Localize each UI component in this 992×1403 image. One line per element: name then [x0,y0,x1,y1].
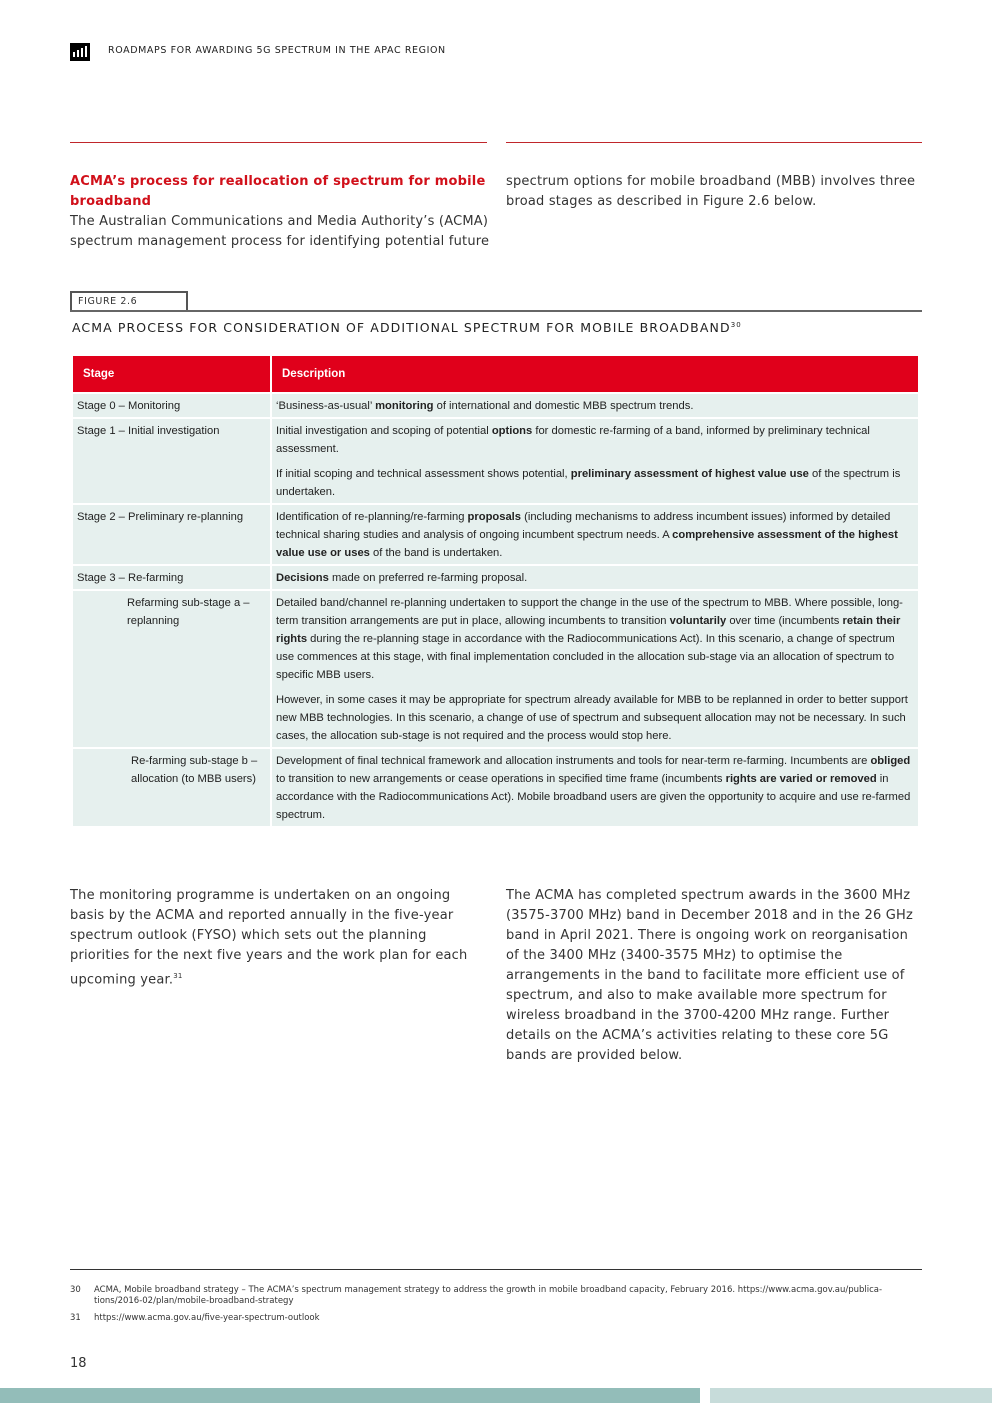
column-header-description: Description [272,356,918,392]
description-cell [272,591,918,747]
intro-left-column [70,172,490,252]
intro-paragraph-continued: spectrum options for mobile broadband (MBB) involves three broad stages as described in Figure 2.6 below. [506,174,916,209]
body-paragraph: The ACMA has completed spectrum awards in the 3600 MHz (3575-3700 MHz) band in December 2018 and in the 26 GHz band in April 2021. There is ongoing work on reorganisation of the 3400 MHz (3400-3575 MHz) to optimise the arrangements in the band to facilitate more efficient use of spectrum, and also to make available more spectrum for wireless broadband in the 3700-4200 MHz range. Further details on the ACMA’s activities relating to these core 5G bands are provided below. [506,888,914,1063]
table-row [73,394,918,417]
stage-cell: Re-farming sub-stage b – allocation (to MBB users) [73,749,270,826]
stage-cell: Refarming sub-stage a – replanning [73,591,270,747]
figure-rule [70,310,922,312]
description-cell [272,749,918,826]
footnote-text: https://www.acma.gov.au/five-year-spectrum-outlook [94,1313,320,1323]
acma-process-table [71,354,920,828]
footnote-text: ACMA, Mobile broadband strategy – The ACMA’s spectrum management strategy to address the growth in mobile broadband capacity, February 2016. https://www.acma.gov.au/publica-tions/2016-02/plan/mobile-broadband-strategy [94,1285,883,1306]
description-paragraph: Identification of re-planning/re-farming proposals (including mechanisms to address incumbent issues) informed by detailed technical sharing studies and analysis of ongoing incumbent spectrum needs. A comprehensive assessment of the highest value use or uses of the band is undertaken. [276,511,898,559]
figure-label: FIGURE 2.6 [70,291,188,311]
section-heading: ACMA’s process for reallocation of spectrum for mobile broadband [70,174,486,209]
intro-paragraph: The Australian Communications and Media Authority’s (ACMA) spectrum management process for identifying potential future [70,214,490,249]
table-row [73,566,918,589]
description-paragraph: Decisions made on preferred re-farming proposal. [276,572,528,584]
table-row [73,505,918,564]
page-number: 18 [70,1356,87,1371]
description-cell [272,505,918,564]
body-left-column [70,886,488,990]
body-paragraph: The monitoring programme is undertaken on an ongoing basis by the ACMA and reported annually in the five-year spectrum outlook (FYSO) which sets out the planning priorities for the next five years and the work plan for each upcoming year. [70,888,468,988]
page-header [70,42,446,62]
footer-bar-secondary [710,1388,992,1403]
description-cell [272,394,918,417]
body-right-column [506,886,924,1066]
footnote-number: 31 [70,1313,81,1323]
description-paragraph: Initial investigation and scoping of potential options for domestic re-farming of a band, informed by preliminary technical assessment. [276,425,870,455]
intro-right-column [506,172,926,212]
figure-title: ACMA PROCESS FOR CONSIDERATION OF ADDITIONAL SPECTRUM FOR MOBILE BROADBAND$^{30}$ [72,320,742,335]
stage-cell: Stage 0 – Monitoring [73,394,270,417]
stage-cell: Stage 1 – Initial investigation [73,419,270,503]
footnote-ref: 30 [730,320,742,329]
footer-bar [0,1388,700,1403]
description-paragraph: Detailed band/channel re-planning undertaken to support the change in the use of the spectrum to MBB. Where possible, long-term transition arrangements are put in place, allowing incumbents to transition voluntarily over time (incumbents retain their rights during the re-planning stage in accordance with the Radiocommunications Act). In this scenario, a change of spectrum use commences at this stage, with final implementation concluded in the allocation sub-stage via an allocation of spectrum to specific MBB users. [276,597,903,681]
footnote-ref: 31 [173,972,183,980]
stage-cell: Stage 2 – Preliminary re-planning [73,505,270,564]
description-paragraph: If initial scoping and technical assessment shows potential, preliminary assessment of highest value use of the spectrum is undertaken. [276,468,901,498]
running-header-title: ROADMAPS FOR AWARDING 5G SPECTRUM IN THE APAC REGION [108,45,446,56]
description-paragraph: Development of final technical framework and allocation instruments and tools for near-term re-farming. Incumbents are obliged to transition to new arrangements or cease operations in specified time frame (incumbents rights are varied or removed in accordance with the Radiocommunications Act). Mobile broadband users are given the opportunity to acquire and use re-farmed spectrum. [276,755,911,821]
table-row [73,749,918,826]
footnote-number: 30 [70,1285,81,1295]
description-cell [272,419,918,503]
column-header-stage: Stage [73,356,270,392]
report-logo-icon [70,43,90,61]
table-row [73,591,918,747]
column-rule-right [506,142,922,143]
footnote-rule [70,1269,922,1270]
stage-cell: Stage 3 – Re-farming [73,566,270,589]
description-paragraph: ‘Business-as-usual’ monitoring of international and domestic MBB spectrum trends. [276,400,694,412]
description-paragraph: However, in some cases it may be appropriate for spectrum already available for MBB to be replanned in order to better support new MBB technologies. In this scenario, a change of use of spectrum and subsequent allocation may not be necessary. In such cases, the allocation sub-stage is not required and the process would stop here. [276,694,908,742]
column-rule-left [70,142,487,143]
table-header-row [73,356,918,392]
table-row [73,419,918,503]
description-cell [272,566,918,589]
